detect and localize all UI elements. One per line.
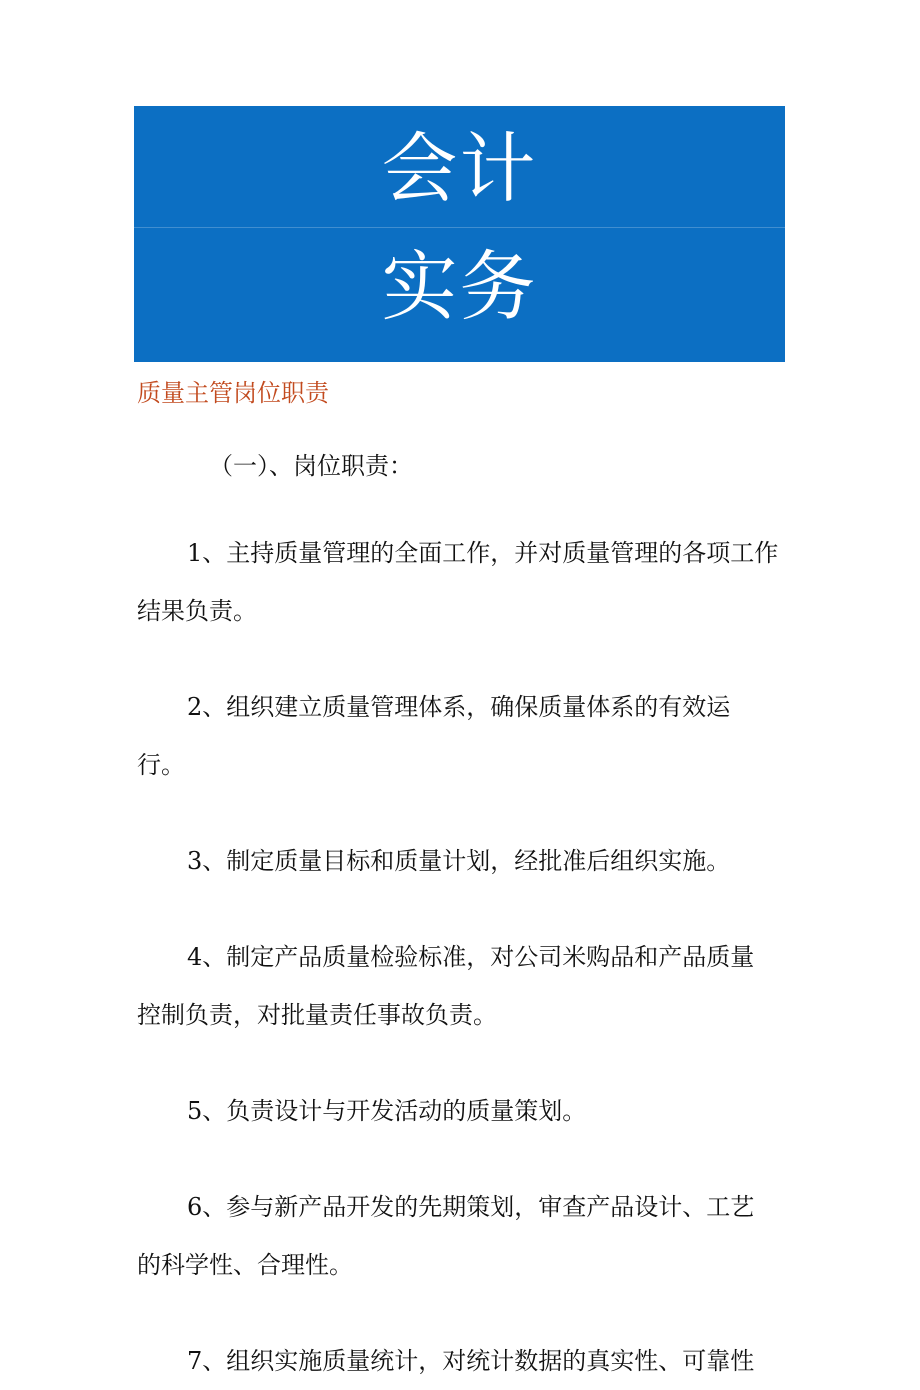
duty-item-1: 1、主持质量管理的全面工作，并对质量管理的各项工作结果负责。: [137, 539, 779, 625]
title-banner: [134, 106, 785, 362]
duty-item-4: 4、制定产品质量检验标准，对公司米购品和产品质量控制负责，对批量责任事故负责。: [137, 943, 755, 1029]
duty-item-3: 3、制定质量目标和质量计划，经批准后组织实施。: [187, 847, 731, 875]
section-heading: （一）、岗位职责：: [209, 452, 413, 480]
banner-line-2: 实务: [381, 242, 538, 331]
document-body: [137, 446, 785, 1390]
duty-item-5: 5、负责设计与开发活动的质量策划。: [187, 1097, 587, 1125]
duty-item-6: 6、参与新产品开发的先期策划，审查产品设计、工艺的科学性、合理性。: [137, 1193, 755, 1279]
duty-item-2: 2、组织建立质量管理体系，确保质量体系的有效运行。: [137, 693, 731, 779]
document-title: 质量主管岗位职责: [137, 379, 329, 407]
duty-item-7: 7、组织实施质量统计，对统计数据的真实性、可靠性: [187, 1347, 755, 1375]
banner-line-1: 会计: [381, 124, 538, 213]
banner-divider: [134, 227, 785, 228]
